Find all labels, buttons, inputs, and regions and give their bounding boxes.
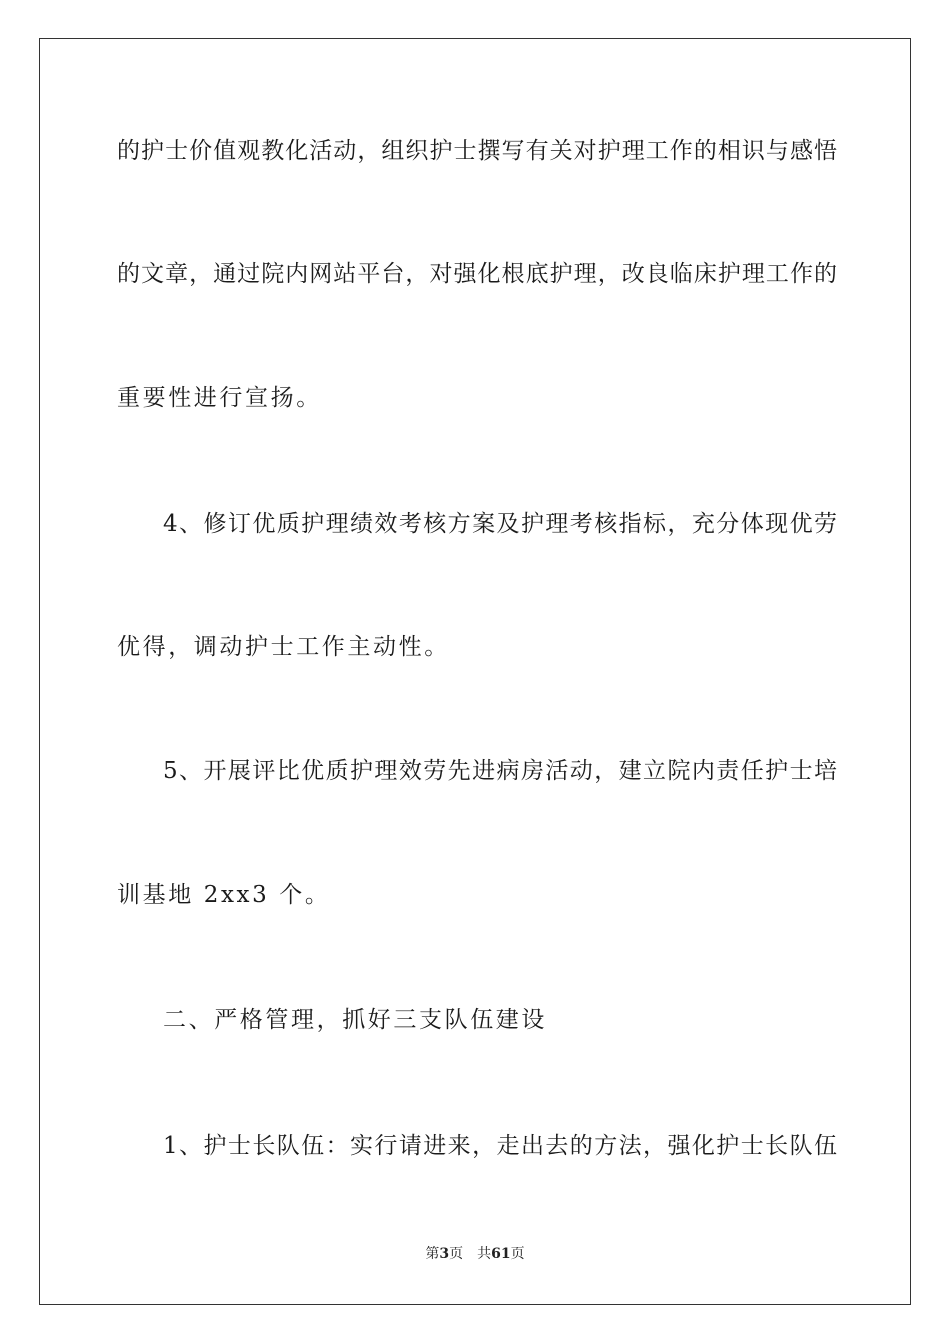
paragraph-line-3: 重要性进行宣扬。 xyxy=(117,385,322,411)
footer-current-page: 3 xyxy=(439,1246,450,1262)
paragraph-line-1: 的护士价值观教化活动，组织护士撰写有关对护理工作的相识与感悟 xyxy=(117,138,837,164)
page-border xyxy=(39,38,911,1305)
paragraph-line-7: 训基地 2xx3 个。 xyxy=(117,882,331,908)
paragraph-line-2: 的文章，通过院内网站平台，对强化根底护理，改良临床护理工作的 xyxy=(117,261,837,287)
page-footer xyxy=(0,1245,950,1263)
section-heading: 二、严格管理，抓好三支队伍建设 xyxy=(163,1007,547,1033)
footer-total-pages: 61 xyxy=(491,1246,511,1262)
footer-page-suffix: 页 xyxy=(449,1246,464,1262)
paragraph-line-9: 1、护士长队伍：实行请进来，走出去的方法，强化护士长队伍 xyxy=(163,1133,837,1159)
paragraph-line-5: 优得，调动护士工作主动性。 xyxy=(117,634,450,660)
footer-page-prefix: 第 xyxy=(425,1246,440,1262)
footer-total-prefix: 共 xyxy=(477,1246,492,1262)
footer-total-suffix: 页 xyxy=(510,1246,525,1262)
paragraph-line-6: 5、开展评比优质护理效劳先进病房活动，建立院内责任护士培 xyxy=(163,758,837,784)
paragraph-line-4: 4、修订优质护理绩效考核方案及护理考核指标，充分体现优劳 xyxy=(163,511,837,537)
